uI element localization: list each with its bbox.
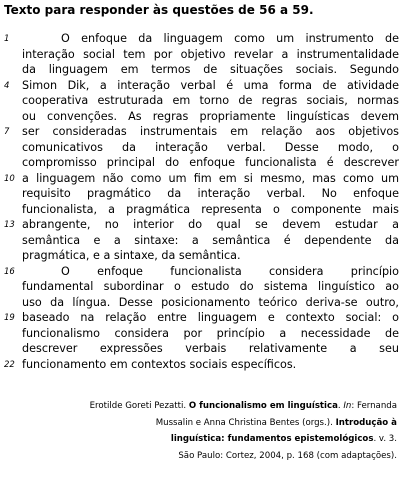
citation-editor: : Fernanda — [351, 401, 397, 411]
citation-book-title: Introdução à — [335, 417, 397, 428]
line-text: pragmática, e a sintaxe, da semântica. — [22, 249, 241, 262]
citation-line — [37, 448, 397, 465]
line-text: comunicativos da interação verbal. Desse modo, o — [22, 140, 399, 154]
line-text: Simon Dik, a interação verbal é uma forma de atividade — [22, 78, 399, 92]
passage-line — [0, 78, 403, 94]
passage-text — [0, 31, 403, 372]
passage-line — [0, 248, 403, 264]
passage-line — [0, 264, 403, 280]
passage-line — [0, 186, 403, 202]
line-number: 19 — [4, 313, 15, 323]
line-text: da linguagem em termos de situações sociais. Segundo — [22, 63, 399, 76]
citation-in: In — [343, 401, 352, 411]
passage-line — [0, 217, 403, 233]
line-text: ou convenções. As regras propriamente linguísticas devem — [22, 109, 399, 123]
passage-line — [0, 310, 403, 326]
line-text: abrangente, no interior do qual se devem estudar a — [22, 218, 399, 231]
citation-author: Erotilde Goreti Pezatti. — [89, 401, 189, 411]
line-text: O enfoque da linguagem como um instrumento de — [61, 32, 399, 45]
passage-line — [0, 357, 403, 373]
line-text: compromisso principal do enfoque funcionalista é descrever — [22, 156, 399, 169]
section-heading: Texto para responder às questões de 56 a 59. — [4, 3, 314, 17]
citation-editors: Mussalin e Anna Christina Bentes (orgs.). — [155, 417, 336, 428]
citation-separator: . — [337, 401, 344, 411]
passage-line — [0, 140, 403, 156]
passage-line — [0, 202, 403, 218]
line-text: semântica e a sintaxe: a semântica é dependente da — [22, 233, 399, 247]
passage-line — [0, 124, 403, 140]
line-text: O enfoque funcionalista considera princípio — [61, 264, 399, 278]
line-number: 22 — [4, 359, 15, 370]
line-number: 16 — [4, 266, 15, 277]
line-text: interação social tem por objetivo revelar a instrumentalidade — [22, 47, 399, 61]
line-text: funcionalista, a pragmática representa o componente mais — [22, 202, 399, 216]
line-text: funcionamento em contextos sociais específicos. — [22, 357, 297, 371]
passage-line — [0, 171, 403, 187]
passage-line — [0, 295, 403, 311]
citation-publisher: São Paulo: Cortez, 2004, p. 168 (com adaptações). — [178, 450, 397, 461]
source-citation — [37, 398, 397, 464]
line-number: 10 — [4, 173, 15, 184]
passage-line — [0, 109, 403, 125]
line-text: cooperativa estruturada em torno de regras sociais, normas — [22, 94, 399, 107]
line-text: ser consideradas instrumentais em relação aos objetivos — [22, 125, 399, 138]
line-text: a linguagem não como um fim em si mesmo, mas como um — [22, 171, 399, 185]
passage-line — [0, 341, 403, 357]
citation-line — [37, 415, 397, 432]
line-number: 4 — [4, 80, 10, 91]
passage-line — [0, 233, 403, 249]
line-text: fundamental subordinar o estudo do sistema linguístico ao — [22, 280, 399, 293]
line-text: baseado na relação entre linguagem e contexto social: o — [22, 311, 399, 324]
line-text: uso da língua. Desse posicionamento teórico deriva-se outro, — [22, 295, 399, 309]
passage-line — [0, 31, 403, 47]
passage-line — [0, 93, 403, 109]
line-number: 7 — [4, 127, 10, 137]
citation-line — [37, 431, 397, 448]
line-number: 13 — [4, 220, 15, 230]
citation-volume: . v. 3. — [373, 434, 397, 445]
citation-line — [37, 398, 397, 415]
citation-chapter-title: O funcionalismo em linguística — [188, 401, 338, 411]
passage-line — [0, 326, 403, 342]
passage-line — [0, 279, 403, 295]
line-number: 1 — [4, 34, 10, 44]
passage-line — [0, 47, 403, 63]
passage-line — [0, 62, 403, 78]
line-text: descrever expressões verbais relativamente a seu — [22, 342, 399, 355]
line-text: requisito pragmático da interação verbal. No enfoque — [22, 187, 399, 200]
citation-book-title-cont: linguística: fundamentos epistemológicos — [170, 434, 374, 445]
passage-line — [0, 155, 403, 171]
line-text: funcionalismo considera por princípio a necessidade de — [22, 326, 399, 340]
